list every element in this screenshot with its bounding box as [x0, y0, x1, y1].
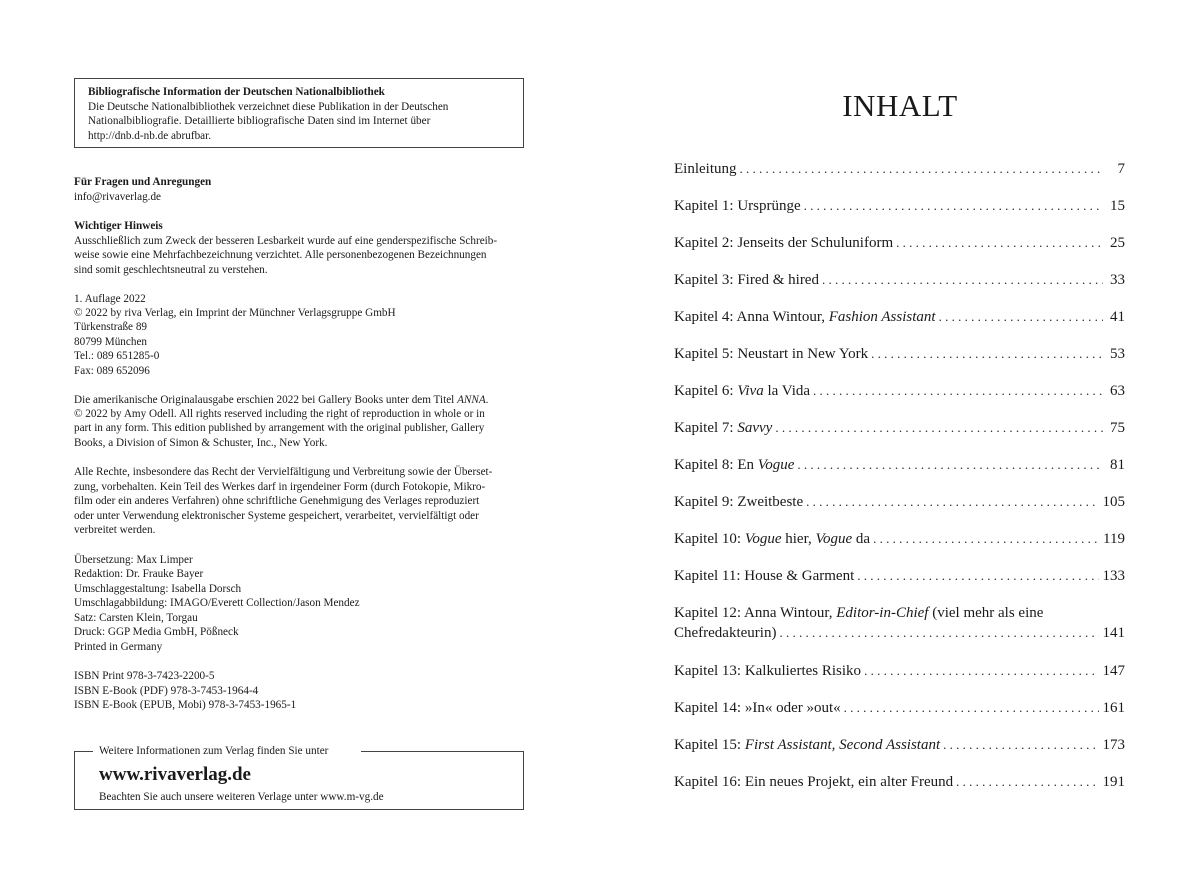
toc-dot-leader: [844, 698, 1099, 718]
toc-dot-leader: [822, 270, 1103, 290]
notice-heading: Wichtiger Hinweis: [74, 220, 163, 232]
imprint-line: Fax: 089 652096: [74, 365, 150, 377]
toc-entry-label: [674, 270, 819, 290]
credits-line: Redaktion: Dr. Frauke Bayer: [74, 568, 204, 580]
toc-label-part: Einleitung: [674, 161, 737, 177]
notice-line: Ausschließlich zum Zweck der besseren Lesbarkeit wurde auf eine genderspezifische Schreib-: [74, 235, 498, 247]
toc-label-part: Kapitel 12: Anna Wintour,: [674, 605, 837, 621]
toc-dot-leader: [804, 196, 1103, 216]
toc-entry-line: [674, 529, 1125, 549]
rights-line: verbreitet werden.: [74, 524, 156, 536]
toc-entry[interactable]: [674, 233, 1125, 253]
toc-entry-label: [674, 233, 893, 253]
toc-page-number: 33: [1110, 272, 1125, 288]
toc-dot-leader: [775, 418, 1103, 438]
toc-label-part: First Assistant, Second Assistant: [744, 737, 941, 753]
publisher-more-text: Beachten Sie auch unsere weiteren Verlage unter www.m-vg.de: [99, 791, 384, 803]
toc-entry[interactable]: [674, 381, 1125, 401]
contact-email: info@rivaverlag.de: [74, 191, 162, 203]
credits-line: Satz: Carsten Klein, Torgau: [74, 612, 198, 624]
toc-label-part: Fashion Assistant: [828, 309, 936, 325]
imprint-line: 1. Auflage 2022: [74, 293, 146, 305]
toc-label-part: Kapitel 11: House & Garment: [674, 568, 855, 584]
dnb-line: Nationalbibliografie. Detaillierte bibliografische Daten sind im Internet über: [88, 115, 431, 128]
toc-page-number: 105: [1102, 494, 1125, 510]
toc-entry-line: [674, 566, 1125, 586]
toc-entry-label: [674, 196, 801, 216]
rights-line: zung, vorbehalten. Kein Teil des Werkes darf in irgendeiner Form (durch Fotokopie, Mikro-: [74, 481, 486, 493]
toc-entry-label: [674, 698, 841, 718]
toc-page-number: 119: [1103, 531, 1125, 547]
toc-dot-leader: [896, 233, 1103, 253]
toc-page-number: 41: [1110, 309, 1125, 325]
toc-entry-first-line: [674, 603, 1125, 623]
toc-label-part: Vogue: [815, 531, 853, 547]
toc-label-part: Kapitel 9: Zweitbeste: [674, 494, 804, 510]
rights-line: film oder ein anderes Verfahren) ohne schriftliche Genehmigung des Verlages reproduziert: [74, 495, 480, 507]
toc-label-part: Kapitel 15:: [674, 737, 745, 753]
toc-dot-leader: [779, 623, 1098, 643]
toc-entry-line: [674, 455, 1125, 475]
toc-label-part: Kapitel 5: Neustart in New York: [674, 346, 869, 362]
toc-label-part: Kapitel 4: Anna Wintour,: [674, 309, 829, 325]
notice-line: sind somit geschlechtsneutral zu verstehen.: [74, 264, 268, 276]
toc-page-number: 133: [1102, 568, 1125, 584]
toc-dot-leader: [939, 307, 1103, 327]
credits-line: Printed in Germany: [74, 641, 163, 653]
toc-dot-leader: [806, 492, 1098, 512]
toc-entry-line: [674, 492, 1125, 512]
toc-entry-line: [674, 196, 1125, 216]
original-edition-line: © 2022 by Amy Odell. All rights reserved including the right of reproduction in whole or in: [74, 408, 485, 420]
dnb-info-box: [74, 78, 524, 148]
toc-label-part: Kapitel 16: Ein neues Projekt, ein alter Freund: [674, 774, 954, 790]
toc-entry-label: [674, 735, 940, 755]
toc-entry-label: [674, 492, 803, 512]
toc-entry-label: [674, 529, 870, 549]
toc-dot-leader: [873, 529, 1099, 549]
toc-label-part: Kapitel 10:: [674, 531, 745, 547]
toc-entry[interactable]: [674, 270, 1125, 290]
toc-entry[interactable]: [674, 455, 1125, 475]
original-edition-line: Books, a Division of Simon & Schuster, Inc., New York.: [74, 437, 328, 449]
isbn-line: ISBN E-Book (EPUB, Mobi) 978-3-7453-1965-1: [74, 699, 297, 711]
toc-entry-label: [674, 772, 953, 792]
dnb-line: http://dnb.d-nb.de abrufbar.: [88, 129, 212, 142]
toc-entry-line: [674, 270, 1125, 290]
toc-entry-label: [674, 418, 772, 438]
credits-line: Umschlaggestaltung: Isabella Dorsch: [74, 583, 242, 595]
toc-dot-leader: [857, 566, 1098, 586]
toc-entry[interactable]: [674, 735, 1125, 755]
original-edition-line: part in any form. This edition published by arrangement with the original publisher, Gallery: [74, 422, 485, 434]
toc-entry[interactable]: [674, 603, 1125, 643]
publisher-info-box: [74, 745, 524, 810]
toc-dot-leader: [740, 159, 1104, 179]
credits-line: Übersetzung: Max Limper: [74, 554, 193, 566]
toc-entry-label: [674, 661, 861, 681]
toc-label-part: Kapitel 7:: [674, 420, 738, 436]
isbn-line: ISBN E-Book (PDF) 978-3-7453-1964-4: [74, 685, 259, 697]
toc-entry-line: [674, 233, 1125, 253]
toc-dot-leader: [813, 381, 1103, 401]
toc-page-number: 15: [1110, 198, 1125, 214]
publisher-url[interactable]: www.rivaverlag.de: [99, 764, 251, 785]
toc-page-number: 75: [1110, 420, 1125, 436]
toc-label-part: Chefredakteurin): [674, 625, 777, 641]
imprint-line: Tel.: 089 651285-0: [74, 350, 160, 362]
dnb-heading: Bibliografische Information der Deutschen Nationalbibliothek: [88, 86, 385, 98]
credits-line: Druck: GGP Media GmbH, Pößneck: [74, 626, 239, 638]
credits-line: Umschlagabbildung: IMAGO/Everett Collection/Jason Mendez: [74, 597, 360, 609]
imprint-line: 80799 München: [74, 336, 148, 348]
toc-label-part: hier,: [781, 531, 816, 547]
rights-line: Alle Rechte, insbesondere das Recht der Vervielfältigung und Verbreitung sowie der Überset-: [74, 466, 493, 478]
toc-label-part: Kapitel 8: En: [674, 457, 758, 473]
toc-entry[interactable]: [674, 698, 1125, 718]
toc-entry-line: [674, 307, 1125, 327]
dnb-line: Die Deutsche Nationalbibliothek verzeichnet diese Publikation in der Deutschen: [88, 100, 449, 113]
original-edition-prefix: Die amerikanische Originalausgabe erschien 2022 bei Gallery Books unter dem Titel: [74, 394, 458, 406]
toc-page-number: 173: [1102, 737, 1125, 753]
box-top-rule: [75, 751, 93, 752]
toc-label-part: Editor-in-Chief: [836, 605, 929, 621]
toc-page-number: 7: [1117, 161, 1125, 177]
toc-entry-line: [674, 344, 1125, 364]
toc-entry[interactable]: [674, 492, 1125, 512]
toc-label-part: (viel mehr als eine: [928, 605, 1044, 621]
toc-label-part: da: [852, 531, 871, 547]
toc-label-part: Kapitel 14: »In« oder »out«: [674, 700, 841, 716]
toc-entry-line: [674, 661, 1125, 681]
toc-entry[interactable]: [674, 344, 1125, 364]
toc-label-part: Savvy: [737, 420, 773, 436]
imprint-line: Türkenstraße 89: [74, 321, 148, 333]
toc-entry-line: [674, 418, 1125, 438]
toc-dot-leader: [943, 735, 1098, 755]
toc-page-number: 141: [1102, 625, 1125, 641]
toc-entry-line: [674, 159, 1125, 179]
toc-entry[interactable]: [674, 159, 1125, 179]
toc-entry-label: [674, 344, 868, 364]
notice-line: weise sowie eine Mehrfachbezeichnung verzichtet. Alle personenbezogenen Bezeichnungen: [74, 249, 487, 261]
toc-label-part: Kapitel 13: Kalkuliertes Risiko: [674, 663, 862, 679]
toc-label-part: Vogue: [757, 457, 795, 473]
imprint-line: © 2022 by riva Verlag, ein Imprint der Münchner Verlagsgruppe GmbH: [74, 307, 396, 319]
isbn-line: ISBN Print 978-3-7423-2200-5: [74, 670, 215, 682]
toc-entry-line: [674, 772, 1125, 792]
toc-page-number: 191: [1102, 774, 1125, 790]
toc-page-number: 63: [1110, 383, 1125, 399]
toc-entry-line: [674, 698, 1125, 718]
toc-entry-label: [674, 623, 776, 643]
toc-entry[interactable]: [674, 529, 1125, 549]
toc-dot-leader: [864, 661, 1098, 681]
box-top-rule: [361, 751, 523, 752]
toc-entry-line: [674, 381, 1125, 401]
toc-entry[interactable]: [674, 566, 1125, 586]
toc-entry-label: [674, 159, 737, 179]
toc-entry[interactable]: [674, 772, 1125, 792]
original-edition-line: [74, 393, 488, 408]
original-edition-suffix: .: [485, 394, 489, 406]
toc-page-number: 25: [1110, 235, 1125, 251]
toc-dot-leader: [956, 772, 1098, 792]
toc-label-part: Kapitel 6:: [674, 383, 738, 399]
toc-dot-leader: [871, 344, 1103, 364]
right-page-toc: [600, 0, 1200, 890]
toc-page-number: 53: [1110, 346, 1125, 362]
toc-entry[interactable]: [674, 307, 1125, 327]
toc-page-number: 147: [1102, 663, 1125, 679]
toc-entry-label: [674, 381, 810, 401]
toc-entry[interactable]: [674, 661, 1125, 681]
toc-entry-line: [674, 735, 1125, 755]
toc-entry-label: [674, 307, 936, 327]
questions-heading: Für Fragen und Anregungen: [74, 176, 212, 188]
toc-label-part: Kapitel 1: Ursprünge: [674, 198, 801, 214]
toc-label-part: Viva: [737, 383, 764, 399]
publisher-info-text: Weitere Informationen zum Verlag finden Sie unter: [99, 745, 329, 757]
original-title: ANNA: [457, 394, 486, 406]
toc-entry-line: [674, 623, 1125, 643]
toc-title: INHALT: [842, 88, 958, 123]
toc-entry[interactable]: [674, 418, 1125, 438]
toc-entry-label: [674, 455, 794, 475]
toc-entry[interactable]: [674, 196, 1125, 216]
toc-label-part: Kapitel 2: Jenseits der Schuluniform: [674, 235, 894, 251]
toc-page-number: 161: [1102, 700, 1125, 716]
toc-entry-label: [674, 566, 854, 586]
rights-line: oder unter Verwendung elektronischer Systeme gespeichert, verarbeitet, vervielfältigt oder: [74, 510, 479, 522]
toc-page-number: 81: [1110, 457, 1125, 473]
toc-label-part: Vogue: [744, 531, 782, 547]
toc-label-part: Kapitel 3: Fired & hired: [674, 272, 819, 288]
toc-dot-leader: [797, 455, 1103, 475]
toc-label-part: la Vida: [763, 383, 811, 399]
